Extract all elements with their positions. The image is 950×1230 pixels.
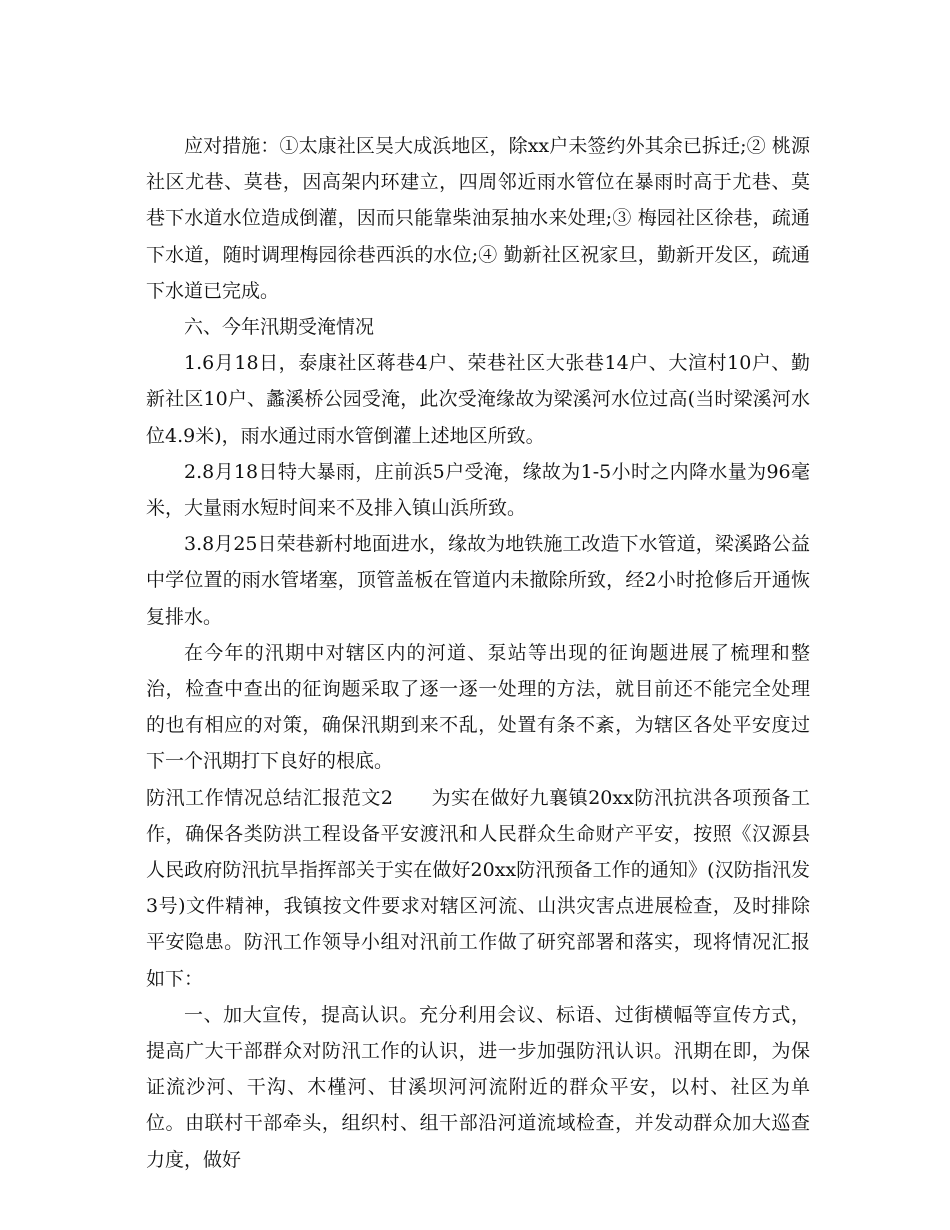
report-intro-body: 为实在做好九襄镇20xx防汛抗洪各项预备工作，确保各类防洪工程设备平安渡汛和人民群众生命财产平安，按照《汉源县人民政府防汛抗旱指挥部关于实在做好20xx防汛预备工作的通知》(汉防指汛发3号)文件精神，我镇按文件要求对辖区河流、山洪灾害点进展检查，及时排除平安隐患。防汛工作领导小组对汛前工作做了研究部署和落实，现将情况汇报如下： bbox=[146, 786, 811, 990]
section-heading-flood-situation: 六、今年汛期受淹情况 bbox=[184, 316, 375, 339]
paragraph-summary: 在今年的汛期中对辖区内的河道、泵站等出现的征询题进展了梳理和整治，检查中查出的征询题采取了逐一逐一处理的方法，就目前还不能完全处理的也有相应的对策，确保汛期到来不乱，处置有条不紊，为辖区各处平安度过下一个汛期打下良好的根底。 bbox=[146, 641, 810, 773]
paragraph-august-18: 2.8月18日特大暴雨，庄前浜5户受淹，缘故为1-5小时之内降水量为96毫米，大量雨水短时间来不及排入镇山浜所致。 bbox=[146, 460, 810, 520]
paragraph-response-measures: 应对措施：①太康社区吴大成浜地区，除xx户未签约外其余已拆迁;② 桃源社区尤巷、莫巷，因高架内环建立，四周邻近雨水管位在暴雨时高于尤巷、莫巷下水道水位造成倒灌，因而只能靠柴油泵抽水来处理;③ 梅园社区徐巷，疏通下水道，随时调理梅园徐巷西浜的水位;④ 勤新社区祝家旦，勤新开发区，疏通下水道已完成。 bbox=[146, 135, 810, 302]
paragraph-june-18: 1.6月18日，泰康社区蒋巷4户、荣巷社区大张巷14户、大渲村10户、勤新社区10户、蠡溪桥公园受淹，此次受淹缘故为梁溪河水位过高(当时梁溪河水位4.9米)，雨水通过雨水管倒灌上述地区所致。 bbox=[146, 352, 810, 447]
paragraph-august-25: 3.8月25日荣巷新村地面进水，缘故为地铁施工改造下水管道，梁溪路公益中学位置的雨水管堵塞，顶管盖板在管道内未撤除所致，经2小时抢修后开通恢复排水。 bbox=[146, 533, 810, 628]
report-heading: 防汛工作情况总结汇报范文2 bbox=[146, 786, 394, 809]
paragraph-report-intro bbox=[146, 780, 810, 997]
document-body bbox=[146, 128, 810, 1178]
paragraph-publicity: 一、加大宣传，提高认识。充分利用会议、标语、过街横幅等宣传方式，提高广大干部群众对防汛工作的认识，进一步加强防汛认识。汛期在即，为保证流沙河、干沟、木槿河、甘溪坝河河流附近的群众平安，以村、社区为单位。由联村干部牵头，组织村、组干部沿河道流域检查，并发动群众加大巡查力度，做好 bbox=[146, 1003, 810, 1171]
